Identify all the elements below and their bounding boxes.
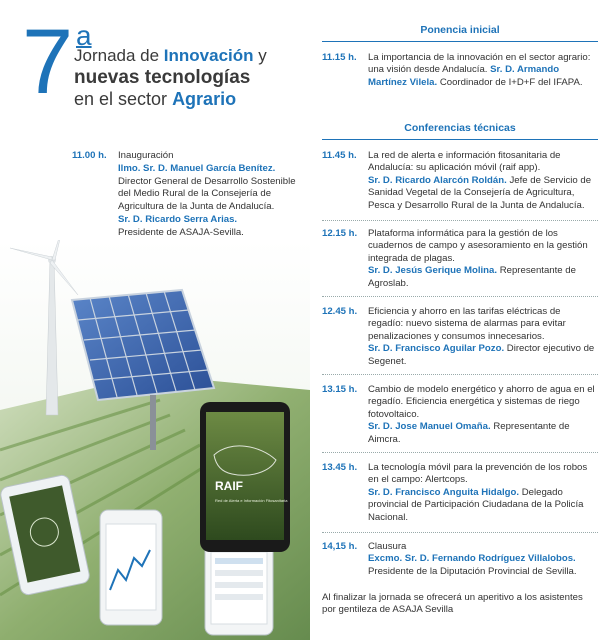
speaker-name: Sr. D. Jesús Gerique Molina. xyxy=(368,265,498,277)
title-line-2: nuevas tecnologías xyxy=(74,67,251,88)
item-text: La red de alerta e información fitosanitaria de Andalucía: su aplicación móvil (raif app). xyxy=(368,150,561,174)
speaker-role: Representante de Aimcra. xyxy=(368,421,570,445)
title-line-1-post: y xyxy=(253,46,267,65)
item-title: Inauguración xyxy=(118,150,174,161)
title-line-3-pre: en el sector xyxy=(74,89,173,109)
item-time: 14,15 h. xyxy=(322,541,358,552)
inauguration-item xyxy=(72,150,298,240)
closing-note: Al finalizar la jornada se ofrecerá un aperitivo a los asistentes por gentileza de ASAJA Sevilla xyxy=(322,592,583,616)
speaker-role: Director General de Desarrollo Sostenible del Medio Rural de la Consejería de Agricultura de la Junta de Andalucía. xyxy=(118,175,296,213)
section-heading-conferencias: Conferencias técnicas xyxy=(404,122,516,134)
speaker-role: Coordinador de I+D+F del IFAPA. xyxy=(439,76,583,88)
item-time: 13.15 h. xyxy=(322,384,358,395)
schedule-item xyxy=(322,384,598,446)
schedule-item xyxy=(322,228,598,290)
item-separator xyxy=(322,532,598,533)
schedule-item xyxy=(322,462,598,524)
speaker-name: Sr. D. Jose Manuel Omaña. xyxy=(368,421,491,433)
speaker-role: Presidente de ASAJA-Sevilla. xyxy=(118,226,244,238)
schedule-item xyxy=(322,306,598,368)
item-time: 11.45 h. xyxy=(322,150,357,161)
ponencia-item xyxy=(322,52,598,89)
raif-app-name: RAIF xyxy=(215,479,243,493)
item-separator xyxy=(322,220,598,221)
phone-chart-icon xyxy=(100,510,162,625)
phone-list-icon xyxy=(205,540,273,635)
item-time: 12.45 h. xyxy=(322,306,358,317)
title-line-3-bold: Agrario xyxy=(172,89,237,109)
edition-number: 7 xyxy=(22,11,72,113)
item-text: Clausura xyxy=(368,541,407,552)
item-text: Plataforma informática para la gestión de los cuadernos de campo y asesoramiento en la gestión integrada de plagas. xyxy=(368,228,588,264)
title-line-1-pre: Jornada de xyxy=(74,46,164,65)
item-separator xyxy=(322,296,598,297)
speaker-name: Ilmo. Sr. D. Manuel García Benítez. xyxy=(118,162,276,174)
edition-ordinal: a xyxy=(76,20,92,51)
speaker-role: Director ejecutivo de Segenet. xyxy=(368,343,595,367)
item-time: 11.15 h. xyxy=(322,52,357,63)
schedule-item xyxy=(322,541,598,578)
item-text: Eficiencia y ahorro en las tarifas eléctricas de regadío: nuevo sistema de alarmas para evitar penalizaciones y consumos innecesarios. xyxy=(368,306,566,342)
item-text: Cambio de modelo energético y ahorro de agua en el regadío. Eficiencia energética y sistemas de riego fotovoltaico. xyxy=(368,384,595,420)
speaker-name: Sr. D. Francisco Anguita Hidalgo. xyxy=(368,486,520,498)
speaker-role: Presidente de la Diputación Provincial de Sevilla. xyxy=(368,565,577,577)
raif-app-phone xyxy=(200,402,290,552)
speaker-name: Sr. D. Ricardo Alarcón Roldán. xyxy=(368,174,507,186)
item-time: 11.00 h. xyxy=(72,150,107,161)
speaker-role: Representante de Agroslab. xyxy=(368,265,576,289)
schedule-item xyxy=(322,150,598,212)
speaker-name: Sr. D. Francisco Aguilar Pozo. xyxy=(368,343,505,355)
raif-app-tagline: Red de Alerta e Información Fitosanitaria xyxy=(215,498,288,503)
item-separator xyxy=(322,452,598,453)
item-text: La importancia de la innovación en el sector agrario: una visión desde Andalucía. xyxy=(368,52,591,76)
section-rule xyxy=(322,139,598,140)
title-line-1 xyxy=(74,46,267,66)
speaker-name: Sr. D. Ricardo Serra Arias. xyxy=(118,213,238,225)
speaker-role: Jefe de Servicio de Sanidad Vegetal de la Consejería de Agricultura, Pesca y Desarrollo Rural de la Junta de Andalucía. xyxy=(368,174,592,211)
speaker-name: Excmo. Sr. D. Fernando Rodríguez Villalobos. xyxy=(368,553,576,565)
section-heading-ponencia: Ponencia inicial xyxy=(420,24,500,36)
item-time: 13.45 h. xyxy=(322,462,358,473)
item-separator xyxy=(322,374,598,375)
item-text: La tecnología móvil para la prevención de los robos en el campo: Alertcops. xyxy=(368,462,588,486)
speaker-role: Delegado provincial de Participación Ciudadana de la Policía Nacional. xyxy=(368,486,584,523)
agriculture-illustration xyxy=(0,240,310,640)
section-rule xyxy=(322,41,598,42)
title-line-1-bold: Innovación xyxy=(163,46,254,65)
item-time: 12.15 h. xyxy=(322,228,358,239)
title-line-3 xyxy=(74,89,236,110)
speaker-name: Sr. D. Armando Martínez Vilela. xyxy=(368,64,560,88)
